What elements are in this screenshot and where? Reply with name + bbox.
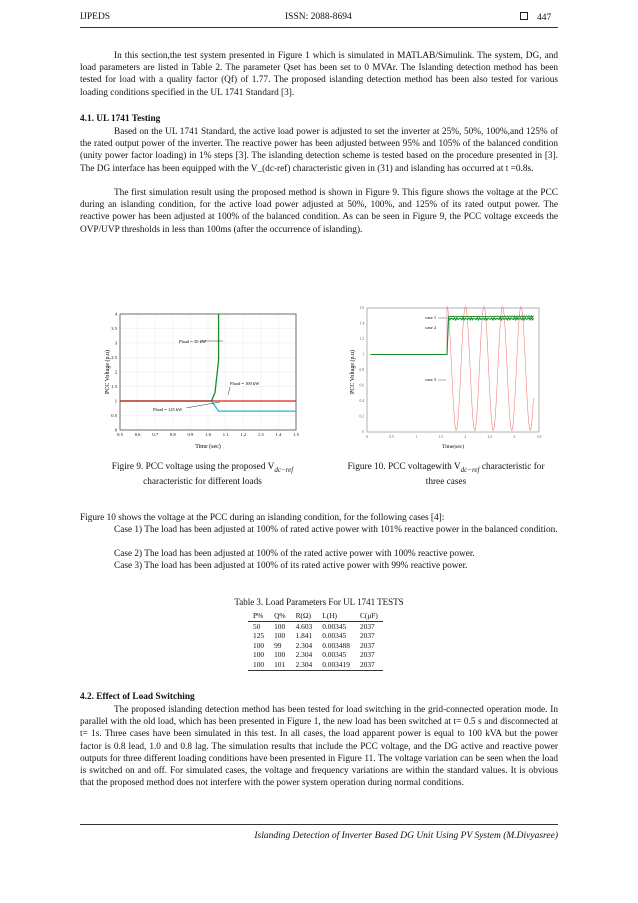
figure-10-y-tick: 0.6: [359, 383, 364, 388]
figure-10-x-tick: 1.5: [438, 435, 443, 439]
figure-10-x-tick: 2.5: [487, 435, 493, 439]
table-cell: 0.003419: [317, 660, 355, 670]
figure-9-y-tick: 2: [114, 369, 117, 375]
section-4-1-title: 4.1. UL 1741 Testing: [80, 114, 161, 124]
figure-10-y-tick: 0.8: [359, 368, 364, 373]
table-cell: 0.003488: [322, 640, 350, 650]
figure-9-caption-text: Figire 9. PCC voltage using the proposed V: [111, 462, 275, 472]
figure-9-x-tick: 1.5: [293, 432, 299, 437]
figure-9-y-tick: 3.5: [111, 326, 117, 331]
figure-9-y-tick: 1: [114, 398, 117, 404]
figure-9-xlabel: Time (sec): [195, 444, 221, 450]
figure-9-caption-text-2: characteristic for different loads: [143, 476, 262, 487]
table-cell: 100: [274, 621, 286, 631]
figure-9-x-tick: 1.3: [257, 432, 264, 437]
intro-paragraph: In this section,the test system presented in Figure 1 which is simulated in MATLAB/Simulink. The system, DG, and load parameters are listed in Table 2. The parameter Qset has been set to 0 MVAr. The Islanding detection method has been tested for load with a quality factor (Qf) of 1.77. The proposed islanding detection method has been also tested for various loading conditions specified in the UL 1741 Standard [3].: [80, 51, 558, 98]
case-2: Case 2) The load has been adjusted at 100% of the rated active power with 100% reactive power.: [114, 549, 475, 559]
figure-9-chart: [100, 302, 320, 454]
table-row: [248, 641, 383, 651]
header-rule: [80, 27, 558, 28]
figure-9-x-tick: 1.1: [222, 432, 229, 437]
figure-10-annotation-case-3: case 3: [425, 377, 437, 382]
table-3-header-cell: C(μF): [355, 611, 383, 621]
table-cell: 0.00345: [322, 621, 347, 631]
figure-10-y-tick: 0.2: [359, 414, 364, 419]
figure-9-x-tick: 1.4: [275, 432, 282, 437]
table-cell: 100: [274, 650, 286, 660]
figure-10-series-case-1-2-upper: [449, 316, 534, 318]
table-cell: 2.304: [295, 650, 313, 660]
table-cell: 1.841: [295, 631, 313, 641]
table-3-header-cell: R(Ω): [291, 611, 318, 621]
figure-9-y-tick: 2.5: [111, 355, 117, 360]
table-row: [248, 650, 383, 660]
table-cell: 2037: [359, 621, 375, 631]
figure-10-plot-frame: [367, 308, 539, 432]
figure-10-x-tick: 3: [513, 435, 516, 439]
figure-10-y-tick: 1.2: [359, 337, 364, 342]
table-3-header-cell: Q%: [269, 611, 291, 621]
running-footer: Islanding Detection of Inverter Based DG Unit Using PV System (M.Divyasree): [254, 831, 558, 841]
table-cell: 0.00345: [322, 650, 347, 660]
figure-10-caption-text-end: characteristic for: [481, 462, 545, 472]
figure-9-y-tick: 3: [114, 340, 117, 346]
table-cell: 2.304: [295, 640, 313, 650]
figure-9-annotation-50kw: Pload = 50 kW: [179, 339, 207, 344]
journal-name: IJPEDS: [80, 12, 111, 22]
table-3: [248, 611, 383, 671]
section-4-2-title: 4.2. Effect of Load Switching: [80, 692, 195, 702]
figure-9-y-tick: 0.5: [111, 413, 117, 418]
figure-10-x-tick: 2: [464, 435, 467, 439]
table-3-title: Table 3. Load Parameters For UL 1741 TESTS: [234, 597, 404, 607]
footer-rule: [80, 824, 558, 825]
figure-10-y-tick: 1.4: [359, 321, 364, 326]
table-3-header-cell: P%: [248, 611, 269, 621]
figure-10-x-tick: 3.5: [536, 435, 542, 439]
table-3-header-cell: L(H): [317, 611, 355, 621]
figure-9-caption-subscript: dc−ref: [274, 465, 294, 474]
figure-9-x-tick: 1.2: [240, 432, 247, 437]
table-cell: 100: [253, 650, 265, 660]
figure-10-series-case-1-2: [370, 318, 533, 355]
figure-10-x-tick: 0: [366, 435, 368, 439]
figure-10-x-tick: 0.5: [389, 435, 394, 439]
figure-10-caption-text: Figure 10. PCC voltagewith V: [347, 462, 461, 472]
figure-10-series-case-3: [370, 307, 533, 431]
table-cell: 4.603: [295, 621, 313, 631]
figure-10-xlabel: Time(sec): [441, 444, 465, 450]
figure-10-intro: Figure 10 shows the voltage at the PCC during an islanding condition, for the following cases [4]:: [80, 513, 445, 523]
figure-9-annotation-125kw: Pload = 125 kW: [153, 407, 183, 412]
section-4-2-paragraph: The proposed islanding detection method has been tested for load switching in the grid-connected operation mode. In parallel with the old load, which has been presented in Figure 1, the new load has been switched at t= 0.5 s and disconnected at t= 1s. Three cases have been simulated in this test. In all cases, the load apparent power is equal to 100 kVA but the power factor is 0.8 lead, 1.0 and 0.8 lag. The simulation results that include the PCC voltage, and the DG active and reactive power outputs for three different loading conditions have been presented in Figure 11. The voltage variation can be seen when the load is switched on and off. For simulated cases, the voltage and frequency variations are within the standard values. It is obvious that the proposed method does not interfere with the power system operation during normal conditions.: [80, 705, 558, 789]
figure-9-x-tick: 0.9: [187, 432, 194, 437]
figure-10-annotation-case-2: case 2: [425, 325, 437, 330]
figure-10-x-tick: 1: [415, 435, 418, 439]
table-cell: 99: [274, 640, 282, 650]
figure-10-ylabel: PCC Voltage (p.u): [350, 350, 356, 394]
case-1: Case 1) The load has been adjusted at 100% of rated active power with 101% reactive power in the balanced condition.: [114, 525, 558, 535]
figure-9-x-tick: 0.5: [117, 432, 123, 437]
page-number: 447: [537, 13, 552, 23]
table-cell: 101: [269, 660, 291, 670]
figure-10-y-tick: 0: [362, 430, 364, 435]
table-cell: 2037: [359, 631, 375, 641]
table-cell: 0.00345: [322, 631, 347, 641]
table-row: [248, 631, 383, 641]
issn: ISSN: 2088-8694: [285, 12, 352, 22]
case-3: Case 3) The load has been adjusted at 100% of its rated active power with 99% reactive power.: [114, 561, 468, 571]
table-cell: 100: [274, 631, 286, 641]
section-4-1-paragraph-1: Based on the UL 1741 Standard, the active load power is adjusted to set the inverter at 25%, 50%, 100%,and 125% of the rated output power of the inverter. The reactive power has been adjusted between 95% and 105% of the balanced condition (unity power factor loading) in 1% steps [3]. The islanding detection scheme is tested based on the procedure presented in [3]. The DG interface has been equipped with the V_(dc-ref) characteristic given in (31) and islanding has occurred at t =0.8s.: [80, 127, 558, 174]
figure-9-x-tick: 0.8: [169, 432, 176, 437]
figure-10-caption: [326, 461, 566, 488]
table-cell: 2.304: [291, 660, 318, 670]
figure-10-y-tick: 0.4: [359, 399, 364, 404]
checkbox-icon: [520, 12, 528, 20]
figure-9-y-tick: 0: [114, 427, 117, 433]
figure-9-x-tick: 0.6: [134, 432, 141, 437]
table-cell: 2037: [355, 660, 383, 670]
table-row: [248, 660, 383, 670]
figure-9-ylabel: PCC Voltage (p.u): [105, 350, 111, 394]
table-cell: 2037: [359, 650, 375, 660]
figure-9-caption: [80, 461, 325, 488]
figure-10-y-tick: 1.6: [359, 306, 364, 311]
figure-10-y-tick: 1: [362, 352, 364, 357]
figure-9-y-tick: 1.5: [111, 384, 117, 389]
table-cell: 50: [253, 621, 261, 631]
figure-10-chart: [345, 302, 545, 454]
figure-10-caption-text-2: three cases: [425, 476, 467, 487]
table-cell: 2037: [359, 640, 375, 650]
section-4-1-paragraph-2: The first simulation result using the proposed method is shown in Figure 9. This figure shows the voltage at the PCC during an islanding condition, for the active load power adjusted at 50%, 100%, and 125% of its rated output power. The reactive power has been adjusted at 100% of the balanced condition. As can be seen in Figure 9, the PCC voltage exceeds the OVP/UVP thresholds in less than 100ms (after the occurrence of islanding).: [80, 188, 558, 235]
figure-9-y-tick: 4: [114, 311, 117, 317]
page-number-box: [520, 12, 551, 23]
figure-9-x-tick: 0.7: [152, 432, 159, 437]
figure-9-x-tick: 1.0: [205, 432, 211, 437]
table-cell: 100: [248, 660, 269, 670]
table-row: [248, 621, 383, 631]
figure-10-caption-subscript: dc−ref: [460, 465, 480, 474]
table-cell: 100: [253, 640, 265, 650]
table-cell: 125: [253, 631, 265, 641]
figure-9-annotation-100kw: Pload = 100 kW: [230, 381, 260, 386]
figure-10-annotation-case-1: case 1: [425, 315, 437, 320]
